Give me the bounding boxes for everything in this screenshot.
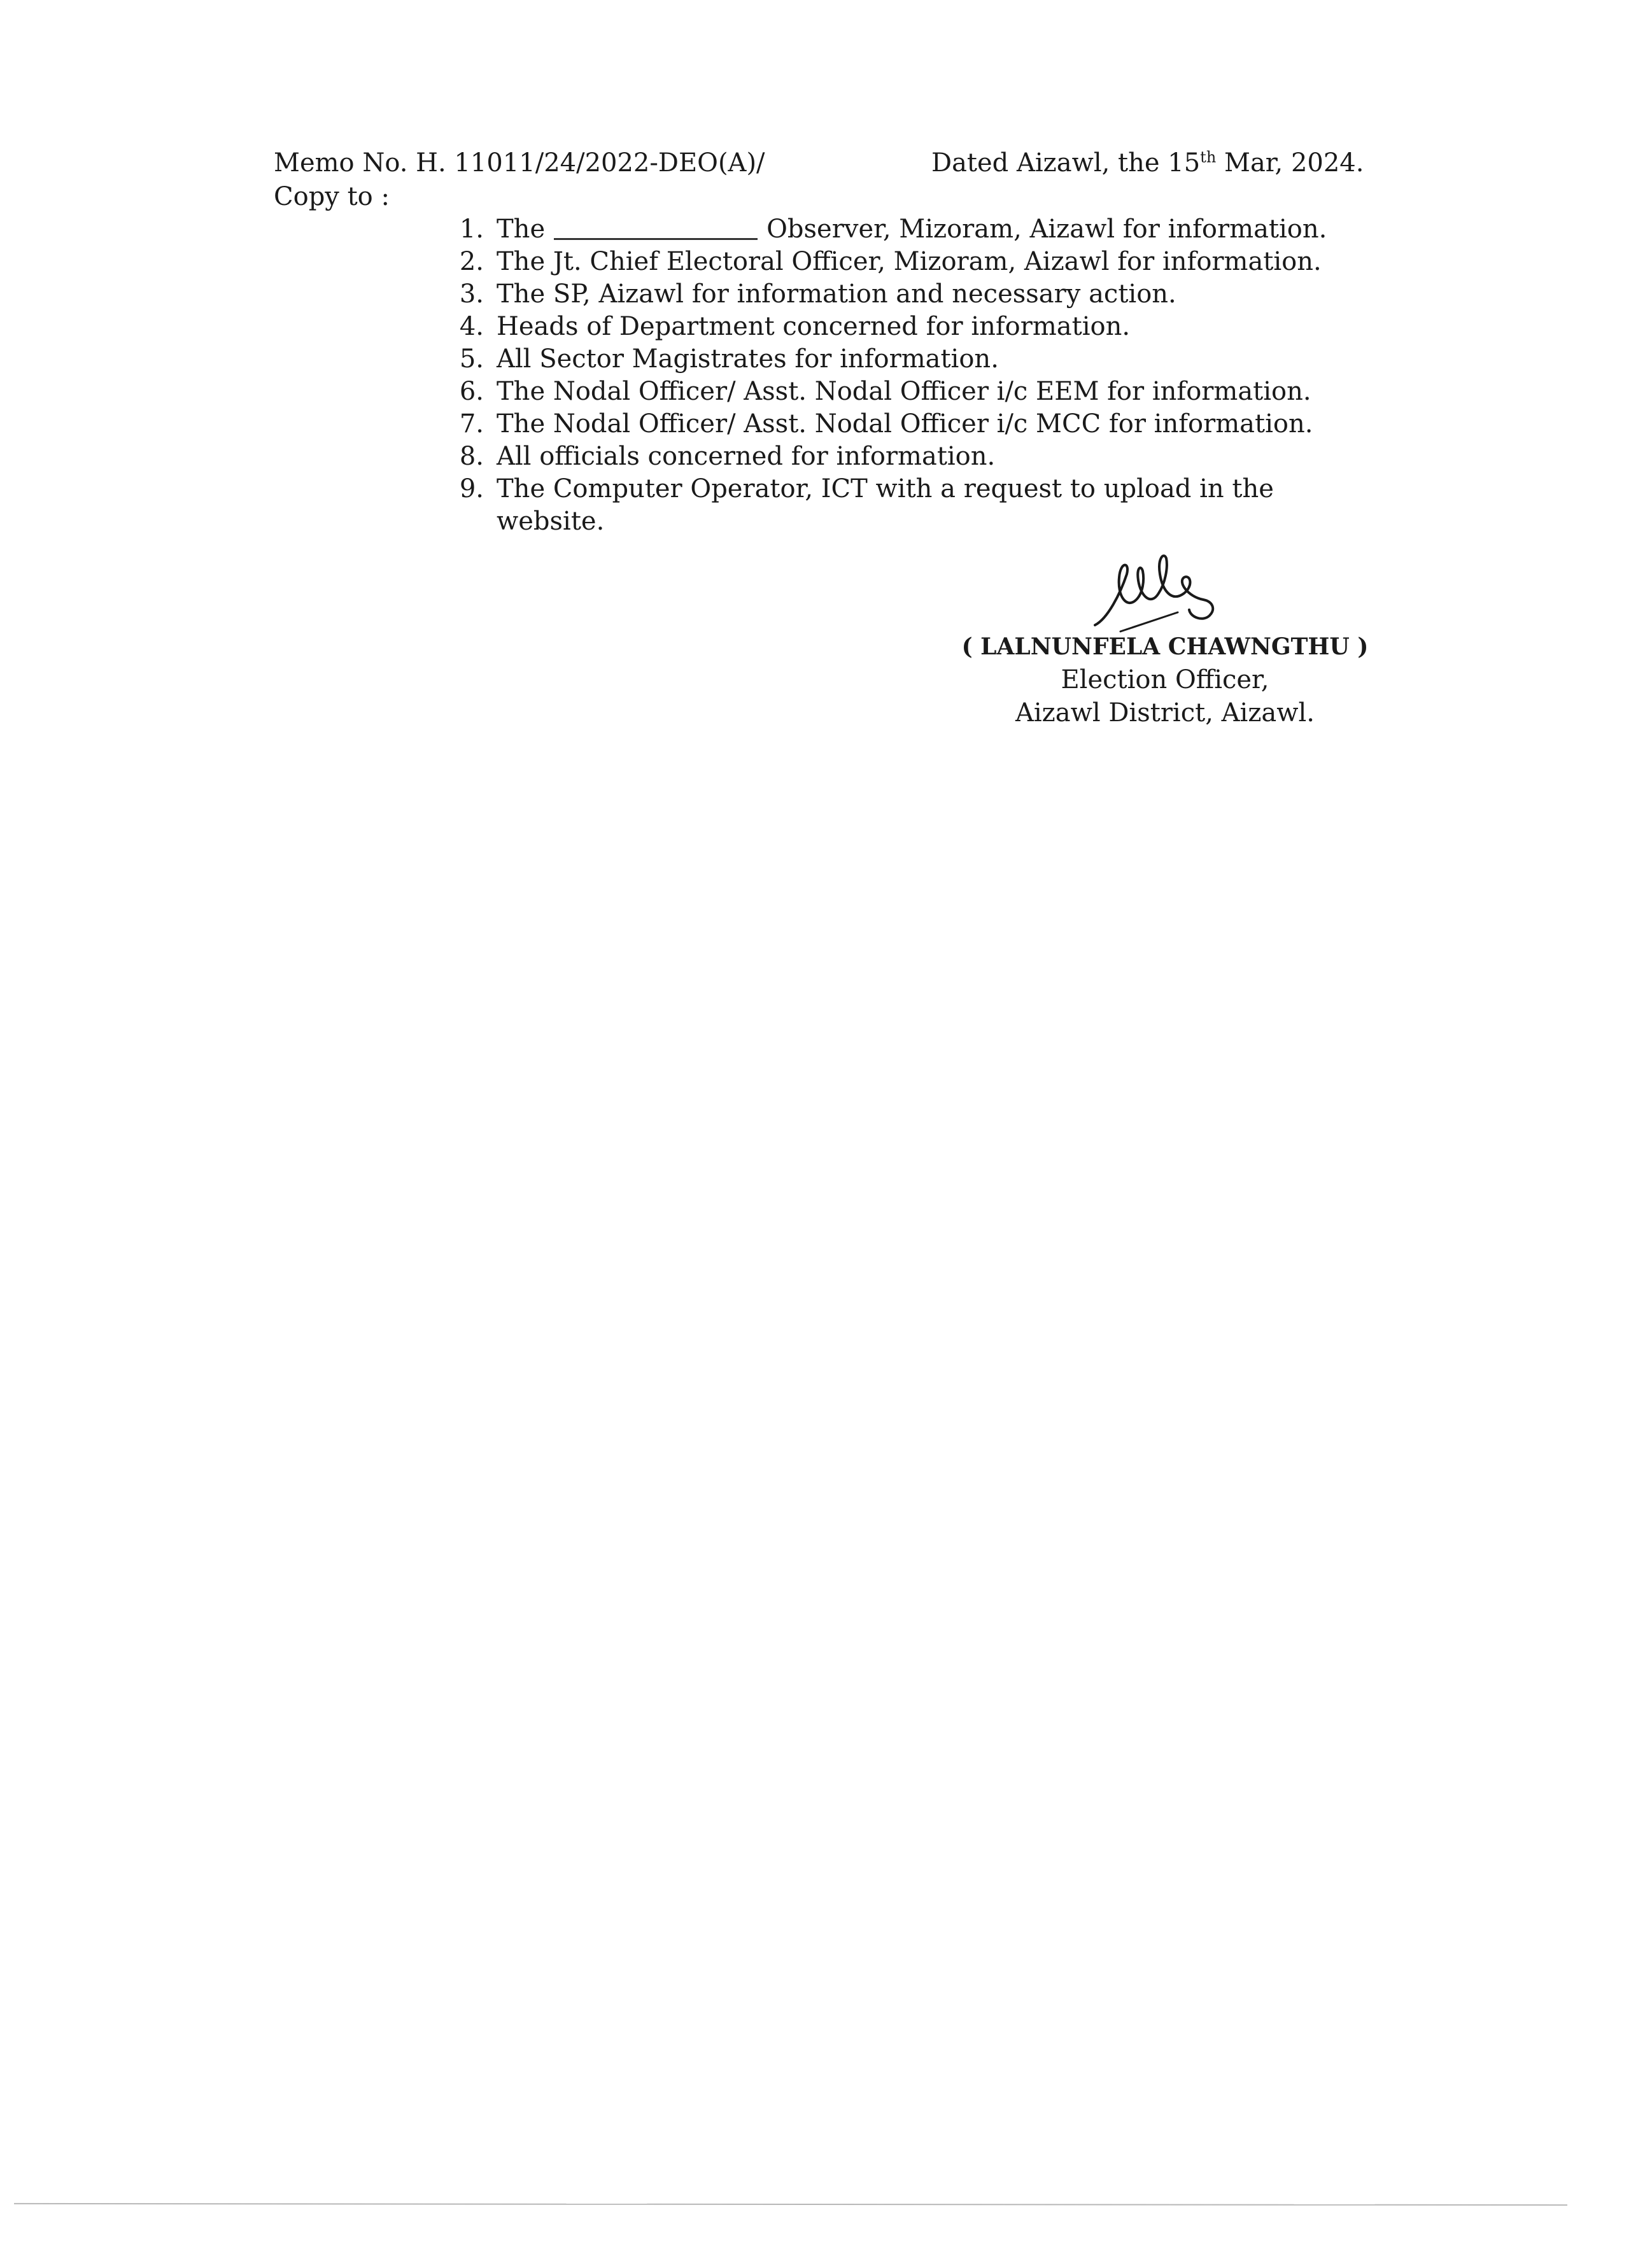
copy-item-number: 9. (459, 474, 484, 504)
copy-item (446, 278, 1401, 311)
copy-item-text: The Computer Operator, ICT with a request to upload in the website. (497, 474, 1274, 536)
copy-item-text: All Sector Magistrates for information. (497, 344, 999, 374)
copy-item (446, 343, 1401, 376)
copy-item-number: 1. (459, 215, 484, 244)
signature-block (936, 630, 1394, 729)
page-bottom-rule (14, 2203, 1567, 2206)
copy-item (446, 408, 1401, 440)
copy-item-text-after-blank: Observer, Mizoram, Aizawl for information. (766, 215, 1327, 244)
copy-item-number: 7. (459, 409, 484, 439)
copy-item-text-before-blank: The (497, 215, 546, 244)
memo-date (931, 146, 1364, 180)
copy-item-number: 6. (459, 377, 484, 406)
memo-number: Memo No. H. 11011/24/2022-DEO(A)/ (274, 148, 765, 178)
signatory-designation: Election Officer, (1061, 665, 1269, 694)
copy-item (446, 376, 1401, 408)
copy-to-list (446, 213, 1401, 538)
copy-to-label: Copy to : (274, 182, 390, 211)
copy-item-text: The Jt. Chief Electoral Officer, Mizoram, Aizawl for information. (497, 247, 1322, 276)
copy-item-text (497, 213, 1381, 246)
copy-item-number: 3. (459, 279, 484, 309)
copy-item (446, 440, 1401, 473)
memo-date-suffix: Mar, 2024. (1216, 148, 1364, 178)
copy-item-text: All officials concerned for information. (497, 442, 996, 471)
copy-item (446, 311, 1401, 343)
copy-item-text: The SP, Aizawl for information and necessary action. (497, 279, 1176, 309)
copy-item-text: The Nodal Officer/ Asst. Nodal Officer i/c MCC for information. (497, 409, 1313, 439)
copy-item (446, 473, 1401, 538)
copy-item (446, 246, 1401, 278)
copy-item-text: Heads of Department concerned for information. (497, 312, 1131, 341)
copy-item-number: 4. (459, 312, 484, 341)
signatory-name: ( LALNUNFELA CHAWNGTHU ) (961, 633, 1369, 660)
copy-item-number: 5. (459, 344, 484, 374)
memo-date-prefix: Dated Aizawl, the 15 (931, 148, 1201, 178)
copy-item-number: 2. (459, 247, 484, 276)
copy-item-text: The Nodal Officer/ Asst. Nodal Officer i/c EEM for information. (497, 377, 1311, 406)
memo-date-ordinal: th (1200, 148, 1217, 166)
fill-in-blank-line (554, 218, 758, 240)
copy-item-number: 8. (459, 442, 484, 471)
signatory-office: Aizawl District, Aizawl. (1015, 698, 1315, 728)
copy-item (446, 213, 1401, 246)
